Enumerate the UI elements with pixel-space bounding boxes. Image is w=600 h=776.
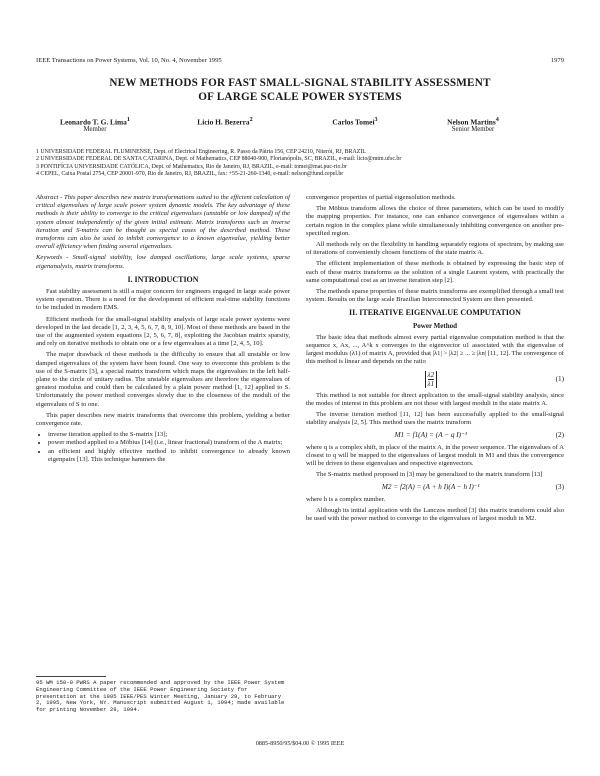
intro-paragraph-2: Efficient methods for the small-signal stability analysis of large scale power systems were developed in the last decade [1, 2, 3, 4, 5, 6, 7, 8, 9, 10]. Most of these methods are based in the use of the augmented system equations [2, 5, 6, 7, 8], exploiting the Jacobian matrix sparsity, and rely on iterative methods to obtain one or a few eigenvalues at a time [2, 4, 5, 10].	[36, 315, 290, 348]
author-name: Carlos Tomei	[332, 117, 375, 127]
author-role: Senior Member	[451, 126, 495, 134]
author-name: Leonardo T. G. Lima	[60, 117, 127, 127]
author-sup: 3	[374, 117, 378, 123]
intro-paragraph-3: The major drawback of these methods is the difficulty to ensure that all unstable or low damped eigenvalues of the system have been found. One way to overcome this problem is the use of the S-matrix [3], a special matrix transform which maps the eigenvalues in the left half-plane to the circle of unitary radius. The unstable eigenvalues are therefore the eigenvalues of greatest modulus and could then be calculated by a plain power method [1, 12] applied to S. Unfortunately the power method converges slowly due to the closeness of the moduli of the eigenvalues of S to one.	[36, 351, 290, 408]
contribution-list	[36, 431, 290, 464]
equation-3	[306, 483, 564, 491]
abstract: Abstract - This paper describes new matrix transformations suited to the efficient calculation of critical eigenvalues of large scale power system dynamic models. The key advantage of these methods is their ability to converge to the critical eigenvalues (unstable or low damped) of the system almost independently of the given initial estimate. Matrix transforms such as inverse iteration and S-matrix can be thought as special cases of the described method. These transforms can also be used to inhibit convergence to a known eigenvalue, yielding better overall efficiency when finding several eigenvalues.	[36, 194, 290, 251]
list-item: • inverse iteration applied to the S-matrix [13];	[48, 431, 290, 439]
right-paragraph: The S-matrix method proposed in [3] may be generalized to the matrix transform [13]	[316, 471, 543, 479]
left-column	[36, 194, 290, 467]
author-sup: 4	[495, 117, 499, 123]
affiliations	[36, 149, 566, 179]
author-block-2	[170, 117, 280, 126]
equation-label: (1)	[555, 375, 564, 384]
journal-header: IEEE Transactions on Power Systems, Vol. 10, No. 4, November 1995	[36, 57, 222, 64]
right-paragraph: The efficient implementation of these methods is obtained by expressing the basic step of each of these matrix transforms as the solution of a single Laurent system, with practically the same computational cost as an inverse iteration step [2].	[306, 260, 564, 284]
affiliation-3: 3 PONTIFÍCIA UNIVERSIDADE CATÓLICA, Dept. of Mathematics, Rio de Janeiro, RJ, BRAZIL, e-mail: tomei@mat.puc-rio.br	[36, 163, 347, 170]
author-block-1	[40, 117, 150, 133]
right-column	[306, 194, 564, 526]
affiliation-1: 1 UNIVERSIDADE FEDERAL FLUMINENSE, Dept. of Electrical Engineering, R. Passo da Pátria 156, CEP 24210, Niterói, RJ, BRAZIL	[36, 149, 366, 155]
footnote: 95 WM 150-9 PWRS A paper recommended and approved by the IEEE Power System Engineering Committee of the IEEE Power Engineering Society for presentation at the 1995 IEEE/PES Winter Meeting, January 29, to February 2, 1995, New York, NY. Manuscript submitted August 1, 1994; made available for printing November 29, 1994.	[36, 679, 285, 714]
affiliation-4: 4 CEPEL, Caixa Postal 2754, CEP 20001-970, Rio de Janeiro, RJ, BRAZIL, fax: +55-21-260-1340, e-mail: nelson@fund.cepel.br	[36, 171, 344, 178]
right-paragraph: This method is not suitable for direct application to the small-signal stability analysis, since the modes of interest in this problem are not those with largest moduli in the state matrix A.	[306, 391, 564, 407]
right-paragraph: where h is a complex number.	[306, 495, 386, 503]
author-block-3	[300, 117, 410, 126]
keywords: Keywords - Small-signal stability, low damped oscillations, large scale systems, sparse eigenanalysis, matrix transforms.	[36, 254, 290, 270]
section-heading-intro: I. INTRODUCTION	[127, 274, 199, 284]
copyright-line: 0885-8950/95/$04.00 © 1995 IEEE	[255, 740, 345, 747]
paper-title-line-2: OF LARGE SCALE POWER SYSTEMS	[198, 91, 402, 103]
list-item: • an efficient and highly effective method to inhibit convergence to already known eigenpairs [13]. This technique hammers the	[48, 448, 290, 464]
right-paragraph: Although its initial application with the Lanczos method [3] this matrix transform could also be used with the power method to converge to the eigenvalues of largest moduli in M2.	[306, 506, 564, 523]
author-sup: 2	[249, 117, 253, 123]
author-role: Member	[83, 126, 107, 134]
equation-1	[306, 371, 564, 388]
author-name: Licio H. Bezerra	[197, 117, 250, 127]
ratio-denominator: λ1	[427, 379, 435, 388]
right-paragraph: where q is a complex shift, in place of the matrix A, in the power sequence. The eigenvalues of A closest to q will be mapped to the eigenvalues of largest moduli in M1 and thus the convergence will be driven to these eigenvalues and respective eigenvectors.	[306, 443, 564, 468]
page-number: 1979	[550, 57, 564, 64]
subsection-heading-power-method: Power Method	[413, 321, 457, 330]
section-heading-iterative: II. ITERATIVE EIGENVALUE COMPUTATION	[349, 308, 521, 318]
eigenvalue-ratio	[425, 371, 438, 388]
equation-label: (3)	[555, 483, 564, 492]
right-paragraph: The basic idea that methods almost every partial eigenvalue computation method is that the sequence x, Ax, ..., A^k x converges to the eigenvector u1 associated with the eigenvalue of largest modulus (λ1) of matrix A, provided that |λ1| > |λ2| ≥ ... ≥ |λn| [11, 12]. The convergence of this method is linear and depends on the ratio	[306, 333, 564, 366]
intro-paragraph-4: This paper describes new matrix transforms that overcome this problem, yielding a better convergence rate.	[36, 411, 290, 428]
affiliation-2: 2 UNIVERSIDADE FEDERAL DE SANTA CATARINA, Dept. of Mathematics, CEP 88040-900, Florianópolis, SC, BRAZIL, e-mail: licio@mtm.ufsc.br	[36, 156, 402, 163]
equation-2	[306, 431, 564, 439]
right-paragraph: All methods rely on the flexibility in handling separately regions of spectrum, by making use of iterations of conveniently chosen functions of the state matrix A.	[306, 241, 564, 257]
author-sup: 1	[126, 117, 130, 123]
footnote-rule	[36, 676, 106, 677]
ratio-numerator: λ2	[427, 370, 435, 379]
author-block-4	[418, 117, 528, 133]
equation-body: M1 = f1(A) = (A − q I)⁻¹	[394, 431, 468, 440]
equation-label: (2)	[555, 431, 564, 440]
right-paragraph: The inverse iteration method [11, 12] has been successfully applied to the small-signal stability analysis [2, 5]. This method uses the matrix transform	[306, 411, 564, 427]
paper-title-line-1: NEW METHODS FOR FAST SMALL-SIGNAL STABILITY ASSESSMENT	[109, 77, 491, 89]
equation-body: M2 = f2(A) = (A + h I)(A − h I)⁻¹	[381, 483, 480, 492]
author-name: Nelson Martins	[447, 117, 496, 127]
right-paragraph: convergence properties of partial eigensolution methods.	[306, 194, 456, 201]
list-item: • power method applied to a Möbius [14] (i.e., linear fractional) transform of the A matrix;	[48, 439, 290, 447]
right-paragraph: The methods sparse properties of these matrix transforms are exemplified through a small test system. Results on the large scale Brazilian Interconnected System are then presented.	[306, 288, 564, 304]
right-paragraph: The Möbius transform allows the choice of three parameters, which can be used to modify the mapping properties. For instance, one can enhance convergence of eigenvalues within a certain region in the complex plane while simultaneously inhibiting convergence on another pre-specified region.	[306, 205, 564, 237]
intro-paragraph-1: Fast stability assessment is still a major concern for engineers engaged in large scale power system operation. There is a need for the development of efficient real-time stability functions to be included in modern EMS.	[36, 288, 290, 312]
